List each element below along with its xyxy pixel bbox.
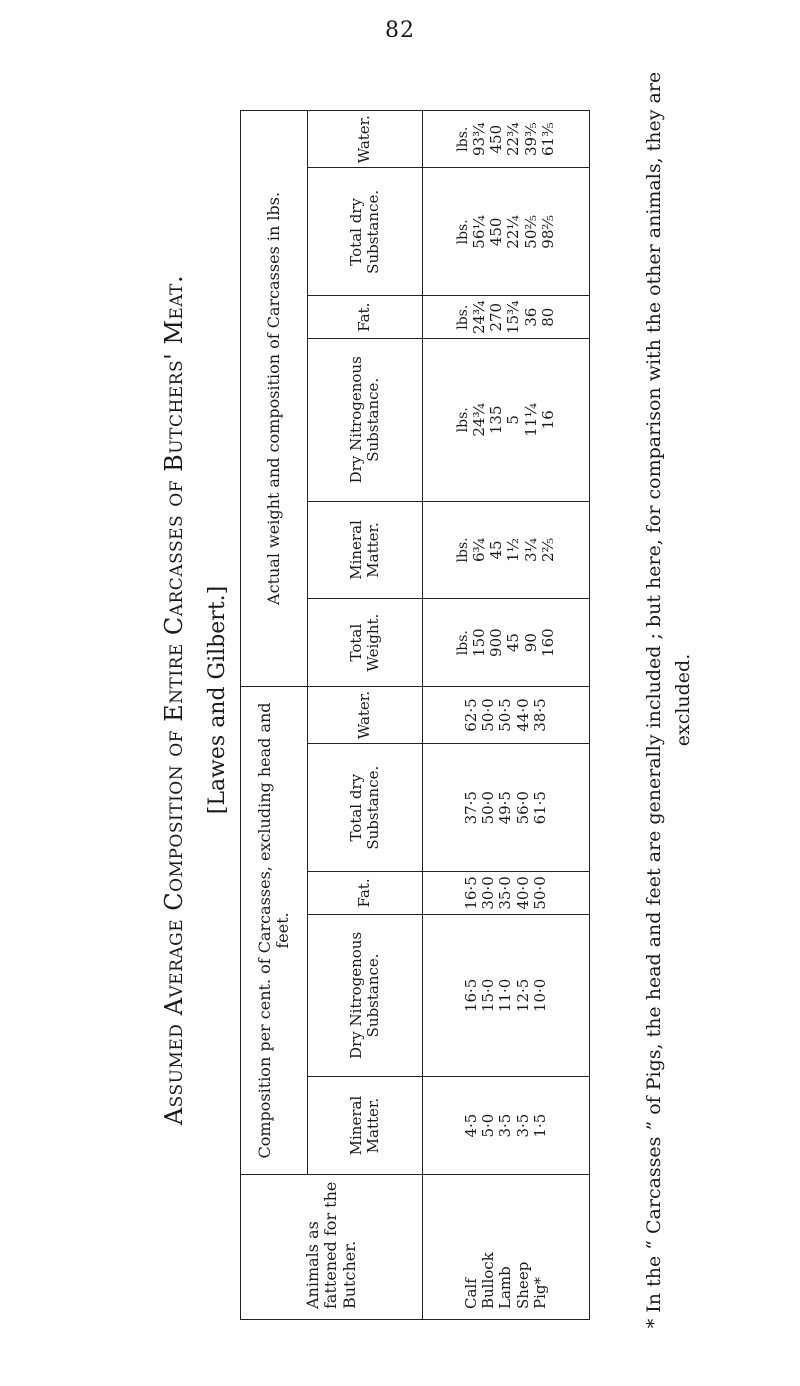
- percent-group-header: Composition per cent. of Carcasses, excluding head and feet.: [241, 686, 308, 1174]
- value: 38·5: [530, 698, 549, 732]
- lbs-dry-header: Total dry Substance.: [308, 168, 423, 296]
- value: 30·0: [479, 876, 498, 910]
- lbs-fat-cell: [423, 296, 590, 339]
- lbs-total-weight-header: Total Weight.: [308, 599, 423, 687]
- value: 22¼: [504, 215, 523, 249]
- animals-cell: [423, 1175, 590, 1320]
- value: 56·0: [513, 791, 532, 825]
- value: 4·5: [461, 1113, 480, 1138]
- composition-table: [240, 110, 590, 1320]
- value: 37·5: [461, 791, 480, 825]
- value: 270: [487, 302, 506, 332]
- value: 1½: [504, 537, 523, 562]
- value: 49·5: [496, 791, 515, 825]
- lbs-total-weight-cell: [423, 599, 590, 687]
- lbs-mineral-cell: [423, 501, 590, 599]
- units-label: lbs.: [454, 219, 471, 245]
- value: 50⅖: [521, 215, 540, 249]
- value: 62·5: [461, 698, 480, 732]
- pct-water-cell: [423, 686, 590, 743]
- units-label: lbs.: [454, 126, 471, 152]
- value: 5·0: [479, 1113, 498, 1138]
- units-label: lbs.: [454, 407, 471, 433]
- value: 3¼: [521, 537, 540, 562]
- lbs-dry-cell: [423, 168, 590, 296]
- value: 5: [504, 415, 523, 425]
- value: 11·0: [496, 978, 515, 1013]
- value: 61⅗: [538, 122, 557, 156]
- value: 2⅖: [538, 537, 557, 562]
- value: 12·5: [513, 978, 532, 1013]
- units-label: lbs.: [454, 304, 471, 330]
- value: 80: [538, 307, 557, 327]
- pct-nitrogenous-header: Dry Nitrogenous Substance.: [308, 914, 423, 1076]
- units-label: lbs.: [454, 630, 471, 656]
- value: 45: [487, 540, 506, 560]
- pct-mineral-header: Mineral Matter.: [308, 1077, 423, 1175]
- value: 900: [487, 628, 506, 657]
- value: 11¼: [521, 402, 540, 437]
- value: 61·5: [530, 791, 549, 825]
- authors-credit: [Lawes and Gilbert.]: [205, 585, 230, 815]
- page-number: 82: [385, 18, 415, 43]
- value: 50·0: [530, 876, 549, 910]
- lbs-nitrogenous-header: Dry Nitrogenous Substance.: [308, 339, 423, 501]
- value: 39⅗: [521, 122, 540, 156]
- value: 24¾: [469, 402, 488, 437]
- value: 56¼: [469, 215, 488, 249]
- value: 15·0: [479, 978, 498, 1013]
- value: 10·0: [530, 978, 549, 1013]
- value: 450: [487, 124, 506, 154]
- pct-fat-header: Fat.: [308, 872, 423, 914]
- rotated-page-content: [0, 50, 800, 1350]
- value: 24¾: [469, 300, 488, 335]
- value: 45: [504, 633, 523, 653]
- value: 90: [521, 633, 540, 653]
- lbs-water-header: Water.: [308, 111, 423, 168]
- value: 160: [538, 628, 557, 657]
- value: 16: [538, 410, 557, 430]
- pct-water-header: Water.: [308, 686, 423, 743]
- pct-mineral-cell: [423, 1077, 590, 1175]
- animals-header: Animals as fattened for the Butcher.: [241, 1175, 423, 1320]
- animal-name: Lamb: [496, 1266, 515, 1309]
- lbs-water-cell: [423, 111, 590, 168]
- value: 16·5: [461, 978, 480, 1013]
- animal-name: Pig*: [530, 1277, 549, 1309]
- value: 98⅖: [538, 215, 557, 249]
- pct-dry-cell: [423, 744, 590, 872]
- value: 16·5: [461, 876, 480, 910]
- table-heading: Assumed Average Composition of Entire Carcasses of Butchers' Meat.: [160, 274, 188, 1126]
- pct-fat-cell: [423, 872, 590, 914]
- value: 35·0: [496, 876, 515, 910]
- value: 36: [521, 307, 540, 327]
- value: 44·0: [513, 698, 532, 732]
- footnote: * In the “ Carcasses ” of Pigs, the head and feet are generally included ; but here, for comparison with the other animals, they are excluded.: [643, 71, 694, 1329]
- animal-name: Calf: [461, 1278, 480, 1309]
- animal-name: Sheep: [513, 1261, 532, 1309]
- units-label: lbs.: [454, 537, 471, 563]
- value: 450: [487, 217, 506, 247]
- value: 6¾: [469, 537, 488, 562]
- lbs-fat-header: Fat.: [308, 296, 423, 339]
- value: 50·0: [479, 791, 498, 825]
- value: 135: [487, 405, 506, 435]
- value: 50·5: [496, 698, 515, 732]
- animal-name: Bullock: [479, 1252, 498, 1309]
- value: 150: [469, 628, 488, 657]
- lbs-nitrogenous-cell: [423, 339, 590, 501]
- value: 22¾: [504, 122, 523, 156]
- lbs-mineral-header: Mineral Matter.: [308, 501, 423, 599]
- actual-group-header: Actual weight and composition of Carcasses in lbs.: [241, 111, 308, 687]
- value: 50·0: [479, 698, 498, 732]
- value: 15¾: [504, 300, 523, 335]
- pct-nitrogenous-cell: [423, 914, 590, 1076]
- value: 1·5: [530, 1113, 549, 1138]
- value: 3·5: [513, 1113, 532, 1138]
- value: 40·0: [513, 876, 532, 910]
- value: 3·5: [496, 1113, 515, 1138]
- pct-dry-header: Total dry Substance.: [308, 744, 423, 872]
- value: 93¾: [469, 122, 488, 156]
